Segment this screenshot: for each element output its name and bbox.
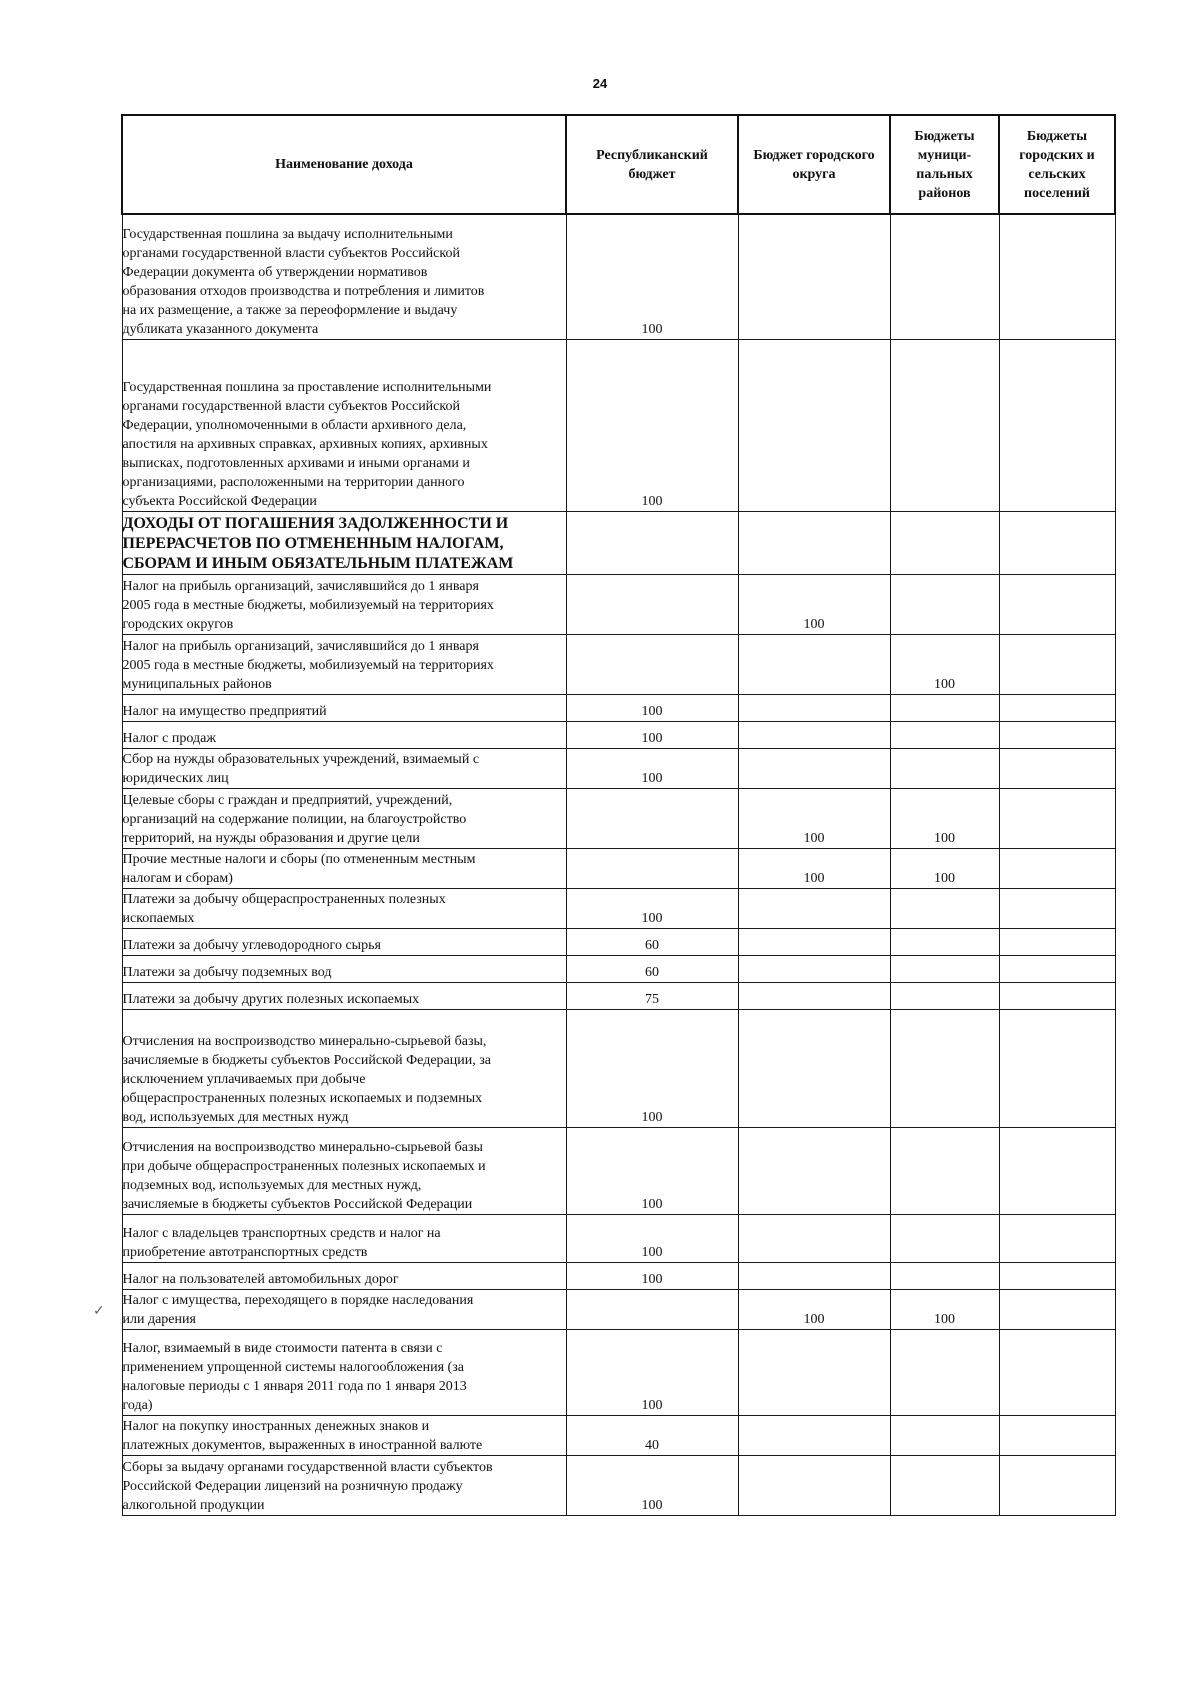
settlement-budget-cell xyxy=(999,511,1115,574)
municipal-budget-cell xyxy=(890,928,999,955)
table-row xyxy=(122,1415,1115,1455)
city-budget-cell xyxy=(738,1127,890,1214)
table-row xyxy=(122,1455,1115,1515)
municipal-budget-cell xyxy=(890,721,999,748)
republican-budget-cell: 100 xyxy=(566,1455,738,1515)
municipal-budget-cell xyxy=(890,339,999,511)
header-settlement-budget: Бюджеты городских и сельских поселений xyxy=(999,115,1115,214)
income-name-cell: Платежи за добычу подземных вод xyxy=(122,955,566,982)
city-budget-cell xyxy=(738,1214,890,1262)
header-municipal-budget: Бюджеты муници- пальных районов xyxy=(890,115,999,214)
republican-budget-cell: 100 xyxy=(566,694,738,721)
city-budget-cell: 100 xyxy=(738,574,890,634)
table-row xyxy=(122,1289,1115,1329)
income-name-cell: Целевые сборы с граждан и предприятий, учреждений, организаций на содержание полиции, на благоустройство территорий, на нужды образования и другие цели xyxy=(122,788,566,848)
table-row xyxy=(122,574,1115,634)
settlement-budget-cell xyxy=(999,788,1115,848)
republican-budget-cell: 100 xyxy=(566,1009,738,1127)
municipal-budget-cell xyxy=(890,1214,999,1262)
city-budget-cell xyxy=(738,1415,890,1455)
income-name-cell: Налог на покупку иностранных денежных знаков и платежных документов, выраженных в иностранной валюте xyxy=(122,1415,566,1455)
table-row xyxy=(122,788,1115,848)
table-row xyxy=(122,694,1115,721)
income-name-cell: Государственная пошлина за выдачу исполнительными органами государственной власти субъектов Российской Федерации документа об утверждении нормативов образования отходов производства и потребления и лимитов на их размещение, а также за переоформление и выдачу дубликата указанного документа xyxy=(122,214,566,339)
header-city-budget: Бюджет городского округа xyxy=(738,115,890,214)
header-income-name: Наименование дохода xyxy=(122,115,566,214)
municipal-budget-cell xyxy=(890,574,999,634)
municipal-budget-cell xyxy=(890,694,999,721)
settlement-budget-cell xyxy=(999,1262,1115,1289)
income-name-cell: Налог с продаж xyxy=(122,721,566,748)
city-budget-cell: 100 xyxy=(738,848,890,888)
municipal-budget-cell: 100 xyxy=(890,848,999,888)
city-budget-cell xyxy=(738,955,890,982)
settlement-budget-cell xyxy=(999,748,1115,788)
municipal-budget-cell: 100 xyxy=(890,634,999,694)
republican-budget-cell xyxy=(566,511,738,574)
city-budget-cell xyxy=(738,1262,890,1289)
city-budget-cell: 100 xyxy=(738,788,890,848)
income-name-cell: Налог на имущество предприятий xyxy=(122,694,566,721)
table-row xyxy=(122,1214,1115,1262)
settlement-budget-cell xyxy=(999,694,1115,721)
republican-budget-cell: 60 xyxy=(566,955,738,982)
settlement-budget-cell xyxy=(999,848,1115,888)
table-row xyxy=(122,1009,1115,1127)
city-budget-cell xyxy=(738,339,890,511)
table-row xyxy=(122,634,1115,694)
city-budget-cell xyxy=(738,721,890,748)
settlement-budget-cell xyxy=(999,955,1115,982)
republican-budget-cell: 100 xyxy=(566,339,738,511)
page-number: 24 xyxy=(592,76,608,91)
income-name-cell: ДОХОДЫ ОТ ПОГАШЕНИЯ ЗАДОЛЖЕННОСТИ И ПЕРЕРАСЧЕТОВ ПО ОТМЕНЕННЫМ НАЛОГАМ, СБОРАМ И ИНЫМ ОБЯЗАТЕЛЬНЫМ ПЛАТЕЖАМ xyxy=(122,511,566,574)
city-budget-cell xyxy=(738,982,890,1009)
municipal-budget-cell: 100 xyxy=(890,788,999,848)
income-name-cell: Налог на прибыль организаций, зачислявшийся до 1 января 2005 года в местные бюджеты, мобилизуемый на территориях муниципальных районов xyxy=(122,634,566,694)
republican-budget-cell xyxy=(566,634,738,694)
municipal-budget-cell xyxy=(890,748,999,788)
city-budget-cell xyxy=(738,928,890,955)
settlement-budget-cell xyxy=(999,1289,1115,1329)
republican-budget-cell: 100 xyxy=(566,1262,738,1289)
settlement-budget-cell xyxy=(999,339,1115,511)
settlement-budget-cell xyxy=(999,1214,1115,1262)
settlement-budget-cell xyxy=(999,982,1115,1009)
settlement-budget-cell xyxy=(999,721,1115,748)
settlement-budget-cell xyxy=(999,1009,1115,1127)
income-name-cell: Сбор на нужды образовательных учреждений, взимаемый с юридических лиц xyxy=(122,748,566,788)
settlement-budget-cell xyxy=(999,214,1115,339)
income-name-cell: Сборы за выдачу органами государственной власти субъектов Российской Федерации лицензий на розничную продажу алкогольной продукции xyxy=(122,1455,566,1515)
municipal-budget-cell xyxy=(890,511,999,574)
income-name-cell: Налог, взимаемый в виде стоимости патента в связи с применением упрощенной системы налогообложения (за налоговые периоды с 1 января 2011 года по 1 января 2013 года) xyxy=(122,1329,566,1415)
income-name-cell: Прочие местные налоги и сборы (по отмененным местным налогам и сборам) xyxy=(122,848,566,888)
municipal-budget-cell xyxy=(890,1009,999,1127)
city-budget-cell xyxy=(738,1009,890,1127)
municipal-budget-cell xyxy=(890,1127,999,1214)
settlement-budget-cell xyxy=(999,1455,1115,1515)
municipal-budget-cell xyxy=(890,214,999,339)
city-budget-cell xyxy=(738,748,890,788)
settlement-budget-cell xyxy=(999,1127,1115,1214)
settlement-budget-cell xyxy=(999,634,1115,694)
city-budget-cell xyxy=(738,214,890,339)
republican-budget-cell: 60 xyxy=(566,928,738,955)
check-mark-icon: ✓ xyxy=(93,1304,105,1319)
income-table xyxy=(121,114,1116,1516)
republican-budget-cell xyxy=(566,788,738,848)
republican-budget-cell: 100 xyxy=(566,1127,738,1214)
income-name-cell: Налог с имущества, переходящего в порядке наследования или дарения xyxy=(122,1289,566,1329)
income-name-cell: Платежи за добычу углеводородного сырья xyxy=(122,928,566,955)
settlement-budget-cell xyxy=(999,574,1115,634)
table-section-row xyxy=(122,511,1115,574)
table-header-row xyxy=(122,115,1115,214)
republican-budget-cell xyxy=(566,574,738,634)
municipal-budget-cell xyxy=(890,1455,999,1515)
city-budget-cell xyxy=(738,1329,890,1415)
municipal-budget-cell xyxy=(890,1415,999,1455)
municipal-budget-cell xyxy=(890,1329,999,1415)
city-budget-cell xyxy=(738,694,890,721)
income-name-cell: Платежи за добычу общераспространенных полезных ископаемых xyxy=(122,888,566,928)
income-name-cell: Государственная пошлина за проставление исполнительными органами государственной власти субъектов Российской Федерации, уполномоченными в области архивного дела, апостиля на архивных справках, архивных копиях, архивных выписках, подготовленных архивами и иными органами и организациями, расположенными на территории данного субъекта Российской Федерации xyxy=(122,339,566,511)
income-name-cell: Отчисления на воспроизводство минерально-сырьевой базы, зачисляемые в бюджеты субъектов Российской Федерации, за исключением уплачиваемых при добыче общераспространенных полезных ископаемых и подземных вод, используемых для местных нужд xyxy=(122,1009,566,1127)
republican-budget-cell: 100 xyxy=(566,214,738,339)
table-row xyxy=(122,888,1115,928)
income-name-cell: Отчисления на воспроизводство минерально-сырьевой базы при добыче общераспространенных полезных ископаемых и подземных вод, используемых для местных нужд, зачисляемые в бюджеты субъектов Российской Федерации xyxy=(122,1127,566,1214)
republican-budget-cell: 100 xyxy=(566,1329,738,1415)
city-budget-cell xyxy=(738,634,890,694)
table-row xyxy=(122,848,1115,888)
republican-budget-cell: 100 xyxy=(566,1214,738,1262)
table-row xyxy=(122,214,1115,339)
republican-budget-cell xyxy=(566,1289,738,1329)
city-budget-cell xyxy=(738,511,890,574)
republican-budget-cell: 75 xyxy=(566,982,738,1009)
settlement-budget-cell xyxy=(999,1415,1115,1455)
republican-budget-cell: 100 xyxy=(566,888,738,928)
table-row xyxy=(122,982,1115,1009)
municipal-budget-cell xyxy=(890,888,999,928)
table-row xyxy=(122,1262,1115,1289)
table-row xyxy=(122,748,1115,788)
income-name-cell: Налог на прибыль организаций, зачислявшийся до 1 января 2005 года в местные бюджеты, мобилизуемый на территориях городских округов xyxy=(122,574,566,634)
republican-budget-cell: 100 xyxy=(566,748,738,788)
table-body xyxy=(122,214,1115,1515)
table-row xyxy=(122,1127,1115,1214)
table-row xyxy=(122,1329,1115,1415)
header-republican-budget: Республиканский бюджет xyxy=(566,115,738,214)
municipal-budget-cell xyxy=(890,955,999,982)
settlement-budget-cell xyxy=(999,888,1115,928)
city-budget-cell xyxy=(738,888,890,928)
municipal-budget-cell xyxy=(890,982,999,1009)
municipal-budget-cell xyxy=(890,1262,999,1289)
income-name-cell: Налог на пользователей автомобильных дорог xyxy=(122,1262,566,1289)
municipal-budget-cell: 100 xyxy=(890,1289,999,1329)
settlement-budget-cell xyxy=(999,928,1115,955)
table-row xyxy=(122,955,1115,982)
republican-budget-cell: 100 xyxy=(566,721,738,748)
city-budget-cell xyxy=(738,1455,890,1515)
settlement-budget-cell xyxy=(999,1329,1115,1415)
republican-budget-cell: 40 xyxy=(566,1415,738,1455)
table-row xyxy=(122,721,1115,748)
table-row xyxy=(122,339,1115,511)
income-name-cell: Налог с владельцев транспортных средств и налог на приобретение автотранспортных средств xyxy=(122,1214,566,1262)
income-name-cell: Платежи за добычу других полезных ископаемых xyxy=(122,982,566,1009)
city-budget-cell: 100 xyxy=(738,1289,890,1329)
table-row xyxy=(122,928,1115,955)
republican-budget-cell xyxy=(566,848,738,888)
